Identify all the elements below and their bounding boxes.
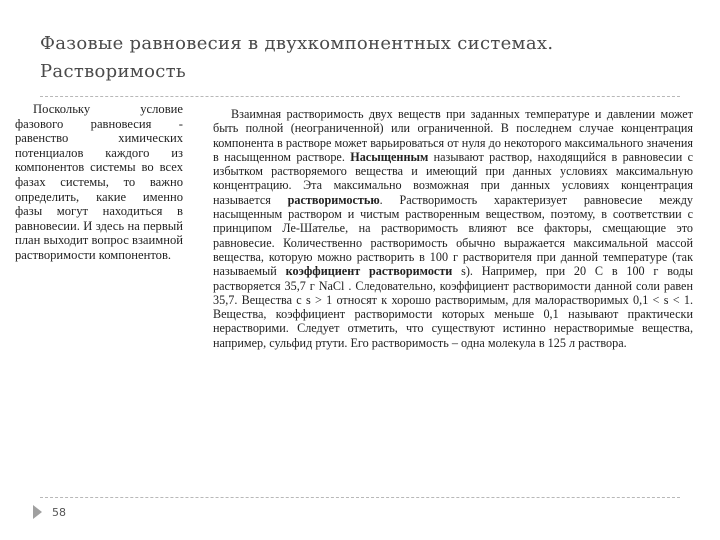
right-text-column [213, 107, 693, 350]
right-paragraph [213, 107, 693, 350]
left-text-column [15, 102, 183, 263]
term-saturated: Насыщенным [350, 149, 429, 164]
top-divider [40, 96, 680, 97]
term-solubility-coefficient: коэффициент растворимости [285, 264, 453, 279]
slide-number: 58 [52, 506, 66, 519]
bottom-divider [40, 497, 680, 498]
text-segment: s). Например, при 20 С в 100 г воды растворяется 35,7 г NaCl . Следовательно, коэффициент растворимости данной соли равен 35,7. Вещества с s > 1 относят к хорошо растворимым, для малорастворимых 0,1 < s < 1. Вещества, коэффициент растворимости которых меньше 0,1 называют практически нерастворими. Следует отметить, что существуют истинно нерастворимые вещества, например, сульфид ртути. Его растворимость – одна молекула в 125 л раствора. [213, 264, 694, 350]
text-segment: называют раствор, находящийся в равновесии с избытком растворяемого вещества и имеющий при данных условиях максимальную концентрацию. Эта максимально возможная при данных условиях концентрация называется [213, 149, 694, 207]
play-arrow-icon [33, 505, 42, 519]
term-solubility: растворимостью [287, 192, 380, 207]
text-segment: . Растворимость характеризует равновесие между насыщенным раствором и чистым растворенным веществом, поэтому, в соответствии с принципом Ле-Шателье, на растворимость влияют все факторы, смещающие это равновесие. Количественно растворимость обычно выражается максимальной массой вещества, которую можно растворить в 100 г растворителя при данной температуре (так называемый [213, 192, 694, 279]
text-segment: Взаимная растворимость двух веществ при заданных температуре и давлении может быть полной (неограниченной) или ограниченной. В последнем случае концентрация компонента в растворе может варьироваться от нуля до некоторого максимального значения в насыщенном растворе. [213, 107, 693, 164]
left-paragraph: Поскольку условие фазового равновесия - равенство химических потенциалов каждого из компонентов системы во всех фазах системы, то важно определить, какие именно фазы могут находиться в равновесии. И здесь на первый план выходит вопрос взаимной растворимости компонентов. [15, 102, 183, 262]
slide-title: Фазовые равновесия в двухкомпонентных системах. Растворимость [40, 33, 554, 82]
